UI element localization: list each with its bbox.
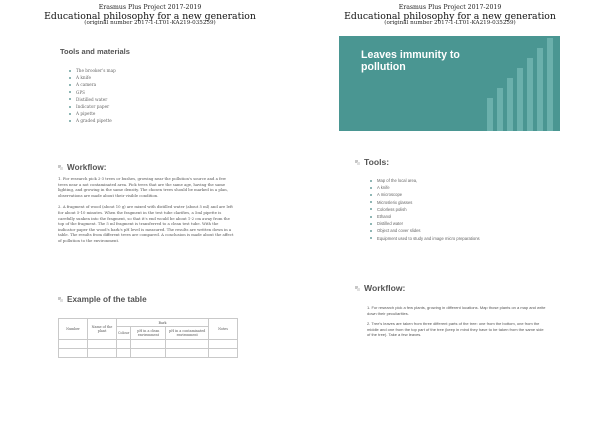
list-item: A pipette <box>66 110 240 117</box>
decoration-bar <box>487 98 493 131</box>
project-number: (original number 2017-1-LT01-KA219-035259) <box>384 20 516 27</box>
list-item: Distilled water <box>66 96 240 103</box>
title-banner <box>339 36 560 131</box>
slide-table-example <box>58 295 238 358</box>
example-table <box>58 318 238 358</box>
list-item: A knife <box>367 184 555 191</box>
decoration-bar <box>497 88 503 131</box>
decoration-icon <box>58 297 63 302</box>
project-line: Erasmus Plus Project 2017-2019 <box>398 4 502 11</box>
slide-title: Tools and materials <box>60 47 130 56</box>
decoration-bar <box>547 38 553 131</box>
decoration-icon <box>58 165 63 170</box>
slide-title-row <box>58 295 238 304</box>
table-header: Name of the plant <box>88 319 117 340</box>
slide-workflow <box>58 163 236 250</box>
project-line: Erasmus Plus Project 2017-2019 <box>98 4 202 11</box>
banner-title: Leaves immunity to pollution <box>361 49 460 73</box>
workflow-step: 1. For research pick a few plants, growing in different locations. Map those plants on a map and write down their peculiarities. <box>367 305 546 316</box>
list-item: Indicator paper <box>66 103 240 110</box>
right-page <box>300 0 600 424</box>
slide-title: Example of the table <box>67 295 147 304</box>
project-number: (original number 2017-1-LT01-KA219-035259) <box>84 20 216 27</box>
workflow-step: 1. For research pick 2-3 trees or bushes, growing near the pollution's source and a few trees near a not contaminated area. Pick trees that are the same age, having the same lighting, and growing in the same density. The chosen trees should be marked in a plan, observations are made about their visible condition. <box>58 176 228 198</box>
tools-list <box>60 67 240 125</box>
table-subheader: pH in a contaminated environment <box>166 327 209 340</box>
workflow-step: 2. Tree's leaves are taken from three different parts of the tree: one from the bottom, one from the middle and one from the top part of the tree (keep in mind they have to be taken from the same side of the tree). Take a few leaves. <box>367 321 544 338</box>
page-header <box>0 5 300 27</box>
table-header: Notes <box>209 319 238 340</box>
list-item: GPS <box>66 89 240 96</box>
list-item: Map of the local area, <box>367 177 555 184</box>
table-row <box>59 349 238 358</box>
table-row <box>59 340 238 349</box>
tools-list <box>355 177 555 242</box>
list-item: The brooker's map <box>66 67 240 74</box>
list-item: A graded pipette <box>66 117 240 124</box>
list-item: Ethanol <box>367 213 555 220</box>
list-item: Distilled water <box>367 220 555 227</box>
slide-title: Workflow: <box>364 283 406 293</box>
decoration-bar <box>527 58 533 131</box>
table-subheader: pH in a clean environment <box>131 327 166 340</box>
table-subheader: Colour <box>117 327 131 340</box>
slide-title-row <box>58 163 236 172</box>
decoration-bar <box>537 48 543 131</box>
workflow-step: 2. A fragment of wood (about 10 g) are mixed with distilled water (about 5 ml) and are left for about 5-10 minutes. When the fragment in the test tube clarifies, a 5ml pipette is carefully sunken into the fragment, so that it's end would be about 1-2 cm away from the top of the fragment. The 5 ml fragment is transferred to a clean test tube. With the indicator paper the wood's bark's pH level is measured. The results are written down in a table. The results from different trees are compared. A conclusion is made about the affect of pollution to the environment. <box>58 204 234 243</box>
list-item: Microslerix glasses <box>367 199 555 206</box>
slide-title: Workflow: <box>67 163 107 172</box>
list-item: Object and cover slides <box>367 227 555 234</box>
table-header: Bark <box>117 319 209 327</box>
slide-tools <box>355 157 555 242</box>
list-item: Equipment used to study and image micro preparations <box>367 235 555 242</box>
list-item: A microscope <box>367 191 555 198</box>
decoration-icon <box>355 160 360 165</box>
slide-title-row <box>355 283 555 293</box>
decoration-bar <box>507 78 513 131</box>
project-title: Educational philosophy for a new generation <box>44 10 256 22</box>
decoration-icon <box>355 286 360 291</box>
decoration-bar <box>517 68 523 131</box>
list-item: A camera <box>66 81 240 88</box>
slide-title: Tools: <box>364 157 390 167</box>
list-item: Colorless polish <box>367 206 555 213</box>
slide-tools-materials <box>60 47 240 125</box>
page-header <box>300 5 600 27</box>
table-header: Number <box>59 319 88 340</box>
list-item: A knife <box>66 74 240 81</box>
project-title: Educational philosophy for a new generation <box>344 10 556 22</box>
slide-workflow <box>355 283 555 343</box>
slide-title-row <box>355 157 555 167</box>
workflow-body <box>355 305 555 338</box>
